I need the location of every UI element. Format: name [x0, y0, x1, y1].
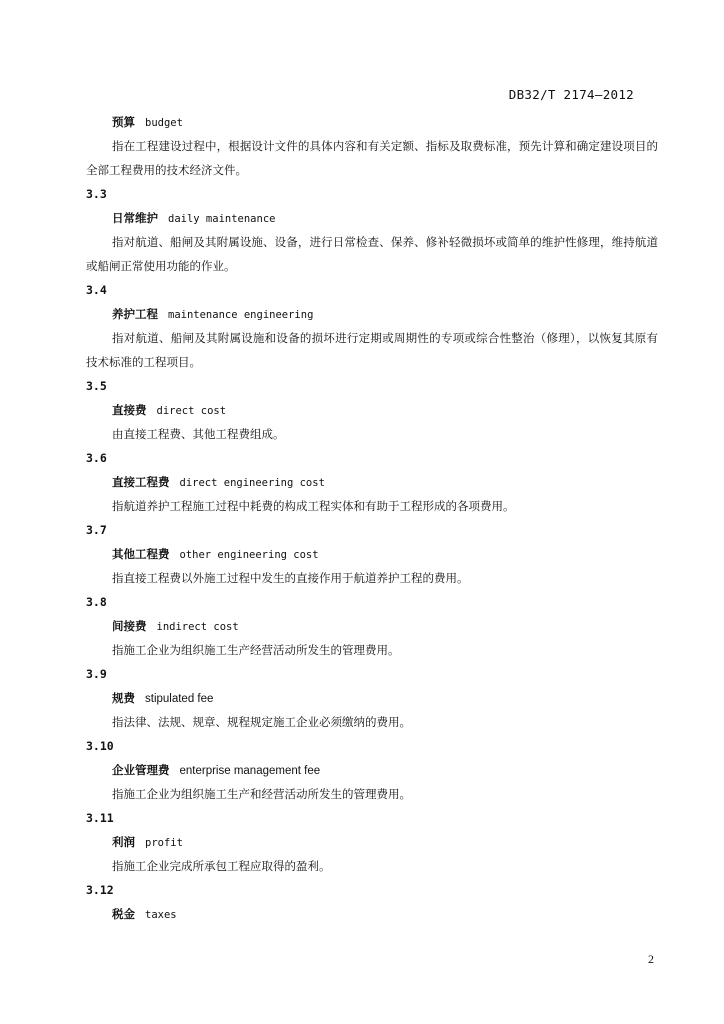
- term: [86, 470, 658, 494]
- definition: 指法律、法规、规章、规程规定施工企业必须缴纳的费用。: [112, 715, 411, 729]
- entry-number: 3.9: [86, 667, 107, 681]
- term: [86, 110, 658, 134]
- term: [86, 206, 658, 230]
- term-zh: 规费: [112, 691, 135, 705]
- definition: 指直接工程费以外施工过程中发生的直接作用于航道养护工程的费用。: [112, 571, 469, 585]
- entry-3-8: [86, 590, 658, 662]
- definition: 指航道养护工程施工过程中耗费的构成工程实体和有助于工程形成的各项费用。: [112, 499, 515, 513]
- term-en: direct engineering cost: [179, 477, 325, 489]
- term-en: maintenance engineering: [168, 309, 314, 321]
- entry-3-3: [86, 182, 658, 278]
- term-zh: 利润: [112, 835, 135, 849]
- term-en: budget: [145, 117, 183, 129]
- entry-budget: [86, 110, 658, 182]
- term-zh: 养护工程: [112, 307, 158, 321]
- term: [86, 302, 658, 326]
- term-en: taxes: [145, 909, 177, 921]
- term-zh: 间接费: [112, 619, 147, 633]
- term: [86, 686, 658, 710]
- entry-number: 3.8: [86, 595, 107, 609]
- entry-number: 3.10: [86, 739, 114, 753]
- definitions-list: [86, 110, 658, 926]
- entry-3-12: [86, 878, 658, 926]
- entry-number: 3.5: [86, 379, 107, 393]
- entry-number: 3.12: [86, 883, 114, 897]
- definition: 指对航道、船闸及其附属设施和设备的损坏进行定期或周期性的专项或综合性整治（修理），以恢复其原有技术标准的工程项目。: [86, 331, 658, 369]
- term-zh: 企业管理费: [112, 763, 170, 777]
- entry-3-10: [86, 734, 658, 806]
- entry-number: 3.3: [86, 187, 107, 201]
- entry-number: 3.7: [86, 523, 107, 537]
- term-zh: 日常维护: [112, 211, 158, 225]
- term: [86, 902, 658, 926]
- entry-number: 3.4: [86, 283, 107, 297]
- term: [86, 398, 658, 422]
- term-zh: 预算: [112, 115, 135, 129]
- term-zh: 直接费: [112, 403, 147, 417]
- entry-number: 3.6: [86, 451, 107, 465]
- term-en: indirect cost: [156, 621, 239, 633]
- page-number: 2: [648, 952, 654, 966]
- entry-3-9: [86, 662, 658, 734]
- entry-3-5: [86, 374, 658, 446]
- term-en: other engineering cost: [179, 549, 319, 561]
- term-zh: 其他工程费: [112, 547, 170, 561]
- definition: 指施工企业为组织施工生产和经营活动所发生的管理费用。: [112, 787, 411, 801]
- term: [86, 542, 658, 566]
- definition: 指施工企业完成所承包工程应取得的盈利。: [112, 859, 331, 873]
- term-en: enterprise management fee: [179, 765, 321, 777]
- term-zh: 直接工程费: [112, 475, 170, 489]
- entry-3-4: [86, 278, 658, 374]
- definition: 指在工程建设过程中，根据设计文件的具体内容和有关定额、指标及取费标准，预先计算和确定建设项目的全部工程费用的技术经济文件。: [86, 139, 658, 177]
- entry-3-11: [86, 806, 658, 878]
- term-zh: 税金: [112, 907, 135, 921]
- term-en: profit: [145, 837, 183, 849]
- definition: 指施工企业为组织施工生产经营活动所发生的管理费用。: [112, 643, 400, 657]
- document-code: DB32/T 2174—2012: [508, 87, 634, 102]
- term: [86, 830, 658, 854]
- term-en: stipulated fee: [145, 693, 214, 705]
- definition: 指对航道、船闸及其附属设施、设备，进行日常检查、保养、修补轻微损坏或简单的维护性修理，维持航道或船闸正常使用功能的作业。: [86, 235, 658, 273]
- entry-3-6: [86, 446, 658, 518]
- term-en: direct cost: [156, 405, 227, 417]
- definition: 由直接工程费、其他工程费组成。: [112, 427, 285, 441]
- entry-number: 3.11: [86, 811, 114, 825]
- entry-3-7: [86, 518, 658, 590]
- term: [86, 758, 658, 782]
- term-en: daily maintenance: [168, 213, 276, 225]
- term: [86, 614, 658, 638]
